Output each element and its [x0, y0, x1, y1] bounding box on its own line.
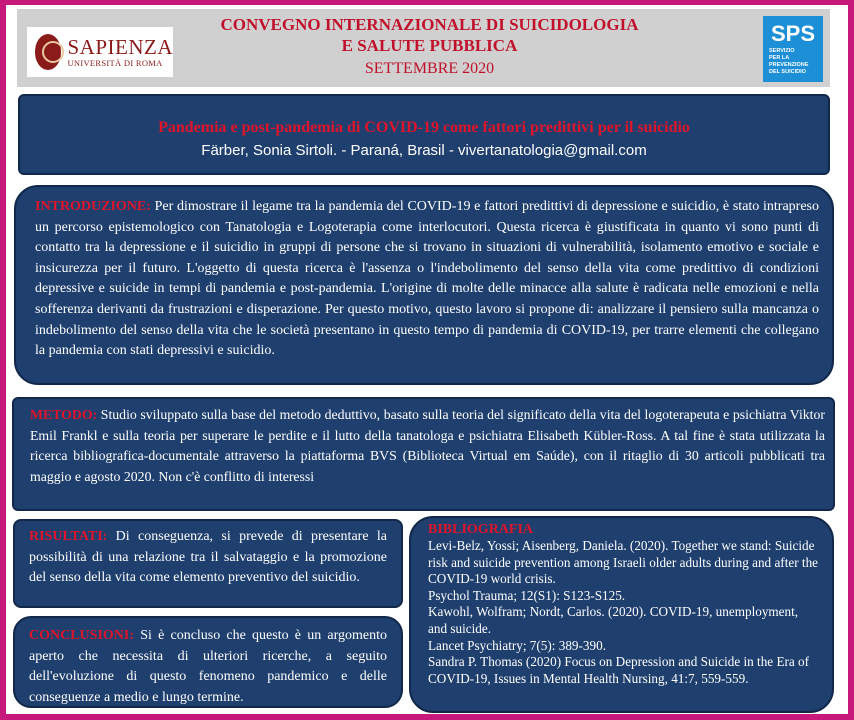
conference-title-line1: CONVEGNO INTERNAZIONALE DI SUICIDOLOGIA — [220, 15, 639, 34]
metodo-text: Studio sviluppato sulla base del metodo deduttivo, basato sulla teoria del significato della vita del logoterapeuta e psichiatra Viktor Emil Frankl e sulla teoria per superare le perdite e il lutto della tanatologa e psichiatra Elisabeth Kübler-Ross. A tal fine è stata utilizzata la ricerca bibliografica-documentale attraverso la piattaforma BVS (Biblioteca Virtual em Saúde), con il ritaglio di 30 articoli pubblicati tra maggio e agosto 2020. Non c'è conflitto di interessi — [30, 407, 825, 484]
bibliografia-label: BIBLIOGRAFIA — [428, 522, 534, 537]
bibliografia-list — [428, 538, 820, 687]
logo-right-name: SPS — [770, 21, 816, 46]
introduzione-panel — [14, 185, 834, 385]
risultati-text: Di conseguenza, si prevede di presentare la possibilità di una relazione tra il salvataggio e la promozione del senso della vita come elemento preventivo del suicidio. — [29, 529, 387, 586]
university-seal-icon — [35, 34, 61, 70]
poster-header — [17, 9, 830, 87]
bibliografia-entry: Kawohl, Wolfram; Nordt, Carlos. (2020). COVID-19, unemployment, and suicide. — [428, 604, 799, 636]
conference-date: SETTEMBRE 2020 — [364, 60, 495, 77]
paper-title: Pandemia e post-pandemia di COVID-19 come fattori predittivi per il suicidio — [158, 119, 690, 136]
introduzione-paragraph — [35, 197, 819, 362]
metodo-paragraph — [30, 405, 825, 487]
title-panel — [18, 94, 830, 175]
logo-left-sub: UNIVERSITÀ DI ROMA — [67, 58, 163, 68]
bibliografia-entry: Sandra P. Thomas (2020) Focus on Depression and Suicide in the Era of COVID-19, Issues in Mental Health Nursing, 41:7, 559-559. — [428, 654, 810, 686]
conference-title-line2: E SALUTE PUBBLICA — [341, 36, 518, 55]
metodo-panel — [12, 397, 835, 511]
risultati-label: RISULTATI: — [29, 529, 108, 544]
risultati-paragraph — [29, 527, 387, 589]
conclusioni-paragraph — [29, 626, 387, 708]
risultati-panel — [13, 519, 403, 608]
logo-right-sub-1: SERVIZIO — [769, 48, 795, 54]
logo-right-sub-3: DEL SUICIDIO — [769, 69, 806, 75]
paper-authors: Färber, Sonia Sirtoli. - Paraná, Brasil - vivertanatologia@gmail.com — [201, 142, 647, 159]
bibliografia-panel — [409, 516, 834, 713]
bibliografia-entry: Lancet Psychiatry; 7(5): 389-390. — [428, 637, 606, 653]
bibliografia-entry: Levi-Belz, Yossi; Aisenberg, Daniela. (2020). Together we stand: Suicide risk and suicide prevention among Israeli older adults during and after the COVID-19 world crisis. — [428, 538, 819, 587]
conclusioni-text: Si è concluso che questo è un argomento aperto che necessita di ulteriori ricerche, a seguito dell'evoluzione di questo fenomeno pandemico e delle conseguenze a medio e lungo termine. — [29, 628, 387, 705]
introduzione-label: INTRODUZIONE: — [35, 199, 151, 214]
bibliografia-entry: Psychol Trauma; 12(S1): S123-S125. — [428, 587, 626, 603]
metodo-label: METODO: — [30, 407, 98, 422]
sapienza-logo — [27, 27, 173, 77]
logo-left-name: SAPIENZA — [67, 35, 173, 59]
conclusioni-panel — [13, 616, 403, 708]
conclusioni-label: CONCLUSIONI: — [29, 628, 135, 643]
sps-logo — [763, 16, 823, 82]
logo-right-sub-2: PER LA PREVENZIONE — [769, 55, 809, 68]
conference-title — [187, 14, 672, 56]
introduzione-text: Per dimostrare il legame tra la pandemia del COVID-19 e fattori predittivi di depressione e suicidio, è stato intrapreso un percorso epistemologico con Tanatologia e Logoterapia come interlocutori. Questa ricerca è giustificata in quanto vi sono punti di contatto tra la depressione e il suicidio in gruppi di persone che si trovano in situazioni di vulnerabilità, isolamento emotivo e sociale e insicurezza per il futuro. L'oggetto di questa ricerca è l'assenza o l'indebolimento del senso della vita come predittivo di condizioni depressive e suicide in tempi di pandemia e post-pandemia. L'origine di molte delle minacce alla salute è radicata nelle emozioni e nella sofferenza derivanti da frustrazioni e disperazione. Per questo motivo, questo lavoro si propone di: analizzare il pensiero sulla mancanza o indebolimento del senso della vita che le società presentano in questo tempo di pandemia di COVID-19, per trarre elementi che collegano la pandemia con stati depressivi e suicidio. — [35, 199, 819, 359]
